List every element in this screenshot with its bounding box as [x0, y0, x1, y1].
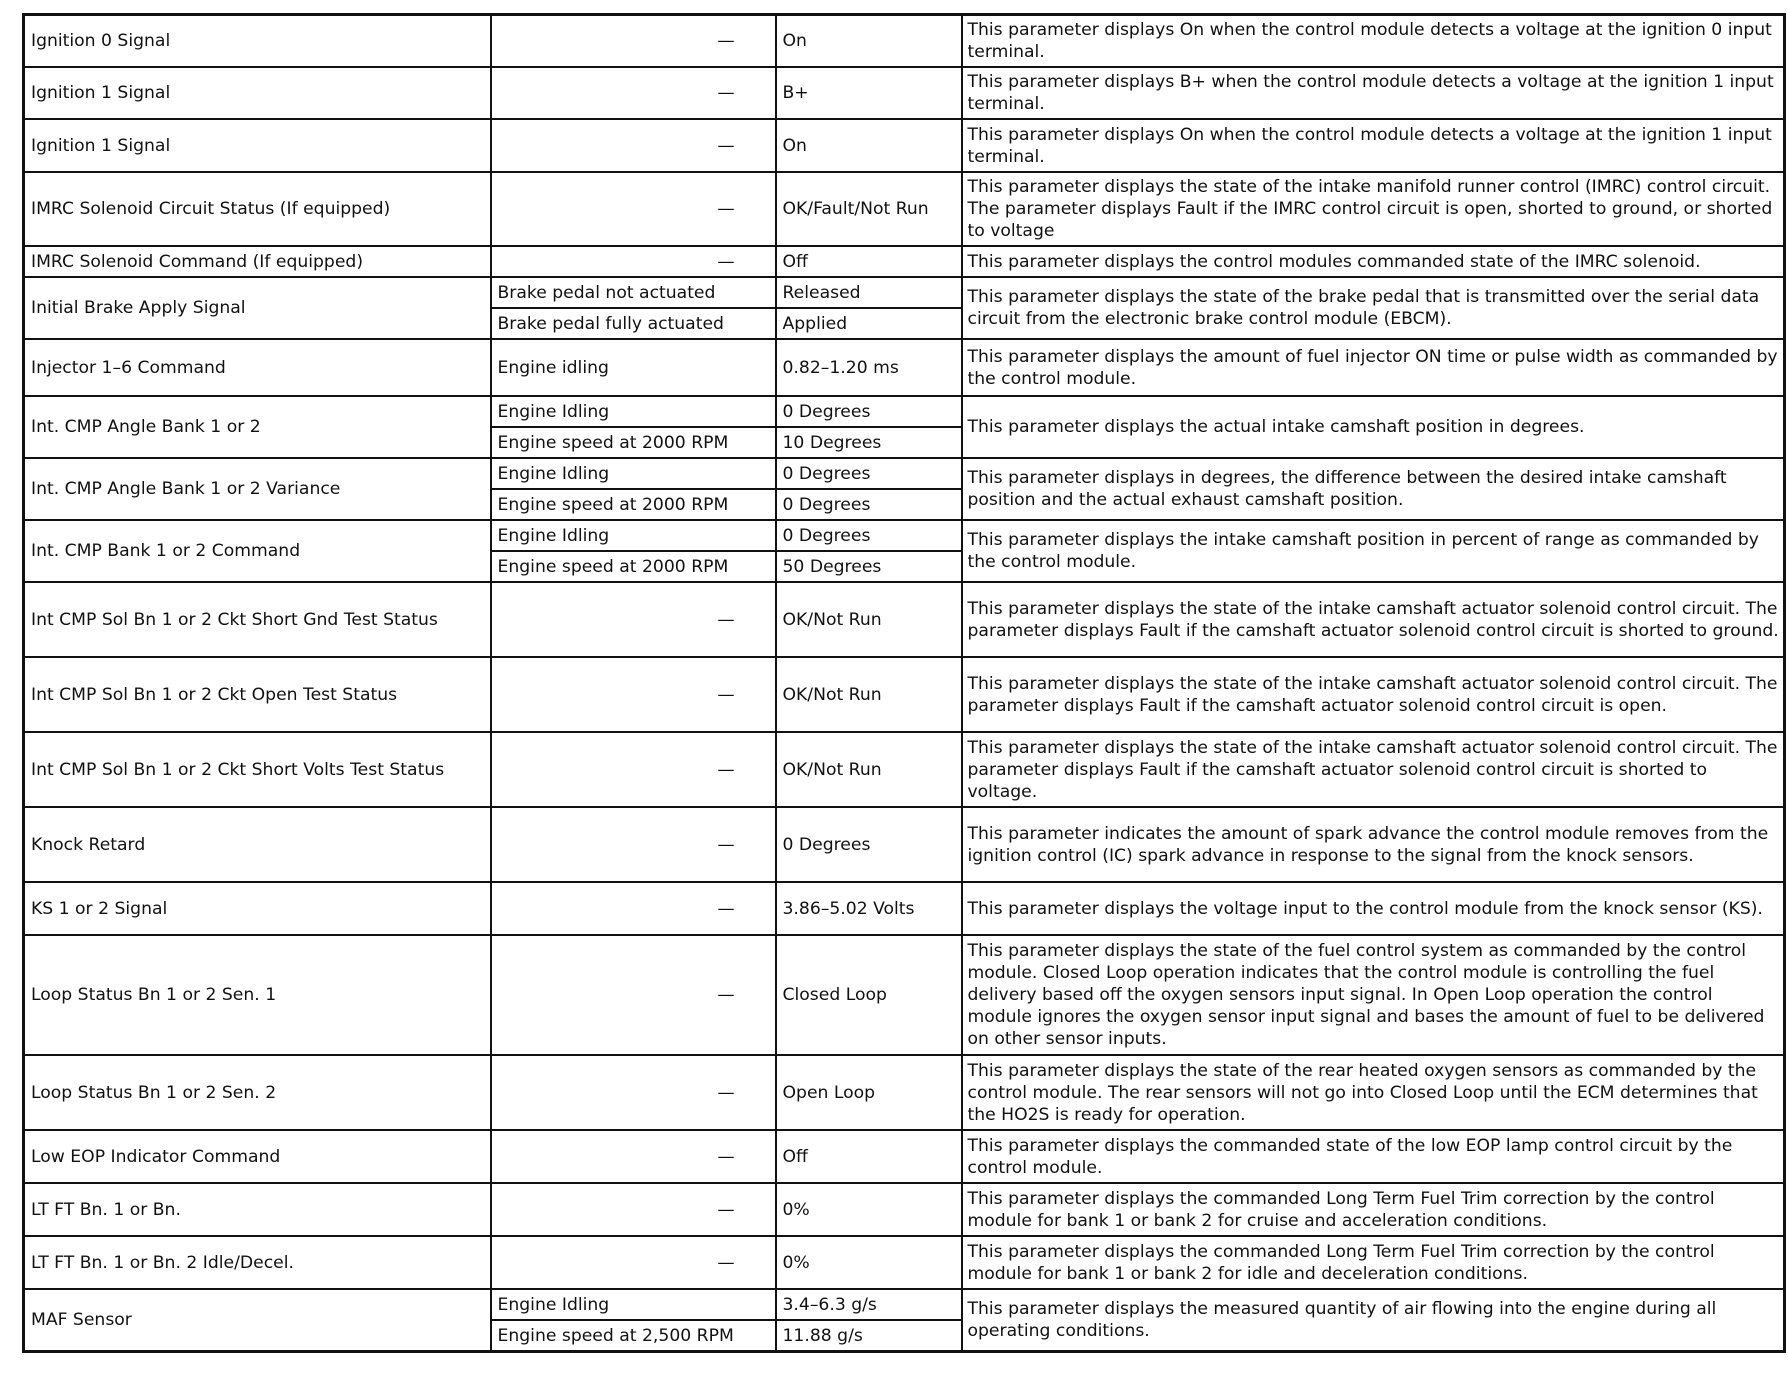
description-cell: This parameter displays On when the control module detects a voltage at the ignition 1 input terminal.: [962, 119, 1785, 172]
condition-cell: —: [491, 172, 776, 246]
table-row: [24, 458, 1785, 489]
condition-cell: —: [491, 67, 776, 119]
parameter-name-cell: Injector 1–6 Command: [24, 339, 491, 396]
condition-cell: —: [491, 807, 776, 882]
parameter-name-cell: Int CMP Sol Bn 1 or 2 Ckt Short Gnd Test Status: [24, 582, 491, 657]
table-row: [24, 1236, 1785, 1289]
table-row: [24, 15, 1785, 68]
typical-value-cell: Applied: [776, 308, 962, 339]
description-cell: This parameter displays the state of the fuel control system as commanded by the control module. Closed Loop operation indicates that the control module is controlling the fuel delivery based off the oxygen sensors input signal. In Open Loop operation the control module ignores the oxygen sensor input signal and bases the amount of fuel to be delivered on other sensor inputs.: [962, 935, 1785, 1055]
description-cell: This parameter displays the state of the intake camshaft actuator solenoid control circuit. The parameter displays Fault if the camshaft actuator solenoid control circuit is open.: [962, 657, 1785, 732]
description-cell: This parameter displays the state of the rear heated oxygen sensors as commanded by the control module. The rear sensors will not go into Closed Loop until the ECM determines that the HO2S is ready for operation.: [962, 1055, 1785, 1130]
table-row: [24, 67, 1785, 119]
parameter-name-cell: Low EOP Indicator Command: [24, 1130, 491, 1183]
condition-cell: —: [491, 935, 776, 1055]
parameter-name-cell: Int. CMP Angle Bank 1 or 2: [24, 396, 491, 458]
condition-cell: Brake pedal not actuated: [491, 277, 776, 308]
table-row: [24, 732, 1785, 807]
typical-value-cell: 0 Degrees: [776, 396, 962, 427]
description-cell: This parameter displays the commanded Long Term Fuel Trim correction by the control module for bank 1 or bank 2 for idle and deceleration conditions.: [962, 1236, 1785, 1289]
typical-value-cell: OK/Not Run: [776, 657, 962, 732]
description-cell: This parameter displays the control modules commanded state of the IMRC solenoid.: [962, 246, 1785, 277]
condition-cell: Engine Idling: [491, 396, 776, 427]
typical-value-cell: 0 Degrees: [776, 458, 962, 489]
parameter-name-cell: Loop Status Bn 1 or 2 Sen. 1: [24, 935, 491, 1055]
typical-value-cell: OK/Not Run: [776, 582, 962, 657]
table-row: [24, 277, 1785, 308]
parameter-name-cell: Knock Retard: [24, 807, 491, 882]
parameter-name-cell: Int CMP Sol Bn 1 or 2 Ckt Open Test Status: [24, 657, 491, 732]
table-body: [24, 15, 1785, 1352]
parameter-name-cell: IMRC Solenoid Circuit Status (If equipped): [24, 172, 491, 246]
condition-cell: —: [491, 582, 776, 657]
parameter-name-cell: Ignition 1 Signal: [24, 119, 491, 172]
condition-cell: Brake pedal fully actuated: [491, 308, 776, 339]
table-row: [24, 657, 1785, 732]
parameter-name-cell: LT FT Bn. 1 or Bn.: [24, 1183, 491, 1236]
table-row: [24, 1130, 1785, 1183]
condition-cell: —: [491, 882, 776, 935]
description-cell: This parameter displays the state of the intake camshaft actuator solenoid control circuit. The parameter displays Fault if the camshaft actuator solenoid control circuit is shorted to voltage.: [962, 732, 1785, 807]
table-row: [24, 807, 1785, 882]
description-cell: This parameter displays On when the control module detects a voltage at the ignition 0 input terminal.: [962, 15, 1785, 68]
typical-value-cell: 3.4–6.3 g/s: [776, 1289, 962, 1320]
typical-value-cell: Off: [776, 1130, 962, 1183]
typical-value-cell: B+: [776, 67, 962, 119]
table-row: [24, 935, 1785, 1055]
typical-value-cell: Released: [776, 277, 962, 308]
condition-cell: —: [491, 246, 776, 277]
typical-value-cell: 0%: [776, 1236, 962, 1289]
description-cell: This parameter displays in degrees, the difference between the desired intake camshaft position and the actual exhaust camshaft position.: [962, 458, 1785, 520]
condition-cell: —: [491, 15, 776, 68]
parameter-name-cell: Int. CMP Angle Bank 1 or 2 Variance: [24, 458, 491, 520]
condition-cell: —: [491, 657, 776, 732]
table-row: [24, 520, 1785, 551]
parameter-name-cell: MAF Sensor: [24, 1289, 491, 1352]
typical-value-cell: 50 Degrees: [776, 551, 962, 582]
description-cell: This parameter displays the state of the intake camshaft actuator solenoid control circuit. The parameter displays Fault if the camshaft actuator solenoid control circuit is shorted to ground.: [962, 582, 1785, 657]
description-cell: This parameter displays the actual intake camshaft position in degrees.: [962, 396, 1785, 458]
typical-value-cell: 3.86–5.02 Volts: [776, 882, 962, 935]
typical-value-cell: On: [776, 15, 962, 68]
table-row: [24, 582, 1785, 657]
condition-cell: Engine Idling: [491, 458, 776, 489]
typical-value-cell: 0 Degrees: [776, 807, 962, 882]
table-row: [24, 119, 1785, 172]
typical-value-cell: OK/Not Run: [776, 732, 962, 807]
condition-cell: —: [491, 1236, 776, 1289]
condition-cell: Engine speed at 2000 RPM: [491, 551, 776, 582]
description-cell: This parameter displays the state of the intake manifold runner control (IMRC) control circuit. The parameter displays Fault if the IMRC control circuit is open, shorted to ground, or shorted to voltage: [962, 172, 1785, 246]
description-cell: This parameter displays the voltage input to the control module from the knock sensor (KS).: [962, 882, 1785, 935]
description-cell: This parameter displays the state of the brake pedal that is transmitted over the serial data circuit from the electronic brake control module (EBCM).: [962, 277, 1785, 339]
parameter-name-cell: Int. CMP Bank 1 or 2 Command: [24, 520, 491, 582]
table-row: [24, 246, 1785, 277]
condition-cell: Engine speed at 2000 RPM: [491, 427, 776, 458]
typical-value-cell: 11.88 g/s: [776, 1320, 962, 1352]
table-row: [24, 882, 1785, 935]
condition-cell: Engine Idling: [491, 520, 776, 551]
typical-value-cell: 10 Degrees: [776, 427, 962, 458]
table-row: [24, 1183, 1785, 1236]
typical-value-cell: 0.82–1.20 ms: [776, 339, 962, 396]
typical-value-cell: On: [776, 119, 962, 172]
table-row: [24, 396, 1785, 427]
description-cell: This parameter displays the measured quantity of air flowing into the engine during all operating conditions.: [962, 1289, 1785, 1352]
parameter-name-cell: Initial Brake Apply Signal: [24, 277, 491, 339]
description-cell: This parameter displays the intake camshaft position in percent of range as commanded by the control module.: [962, 520, 1785, 582]
condition-cell: —: [491, 119, 776, 172]
parameter-name-cell: KS 1 or 2 Signal: [24, 882, 491, 935]
condition-cell: Engine speed at 2000 RPM: [491, 489, 776, 520]
typical-value-cell: 0 Degrees: [776, 489, 962, 520]
parameter-name-cell: Ignition 1 Signal: [24, 67, 491, 119]
condition-cell: Engine speed at 2,500 RPM: [491, 1320, 776, 1352]
table-row: [24, 1055, 1785, 1130]
description-cell: This parameter displays B+ when the control module detects a voltage at the ignition 1 input terminal.: [962, 67, 1785, 119]
table-row: [24, 339, 1785, 396]
table-row: [24, 1289, 1785, 1320]
parameter-name-cell: Ignition 0 Signal: [24, 15, 491, 68]
typical-value-cell: 0 Degrees: [776, 520, 962, 551]
scan-tool-data-table: [22, 13, 1786, 1353]
parameter-name-cell: Int CMP Sol Bn 1 or 2 Ckt Short Volts Test Status: [24, 732, 491, 807]
description-cell: This parameter displays the amount of fuel injector ON time or pulse width as commanded by the control module.: [962, 339, 1785, 396]
condition-cell: Engine idling: [491, 339, 776, 396]
condition-cell: Engine Idling: [491, 1289, 776, 1320]
condition-cell: —: [491, 1055, 776, 1130]
description-cell: This parameter indicates the amount of spark advance the control module removes from the ignition control (IC) spark advance in response to the signal from the knock sensors.: [962, 807, 1785, 882]
typical-value-cell: 0%: [776, 1183, 962, 1236]
typical-value-cell: Open Loop: [776, 1055, 962, 1130]
typical-value-cell: Off: [776, 246, 962, 277]
typical-value-cell: Closed Loop: [776, 935, 962, 1055]
parameter-name-cell: LT FT Bn. 1 or Bn. 2 Idle/Decel.: [24, 1236, 491, 1289]
condition-cell: —: [491, 1183, 776, 1236]
table-row: [24, 172, 1785, 246]
parameter-name-cell: IMRC Solenoid Command (If equipped): [24, 246, 491, 277]
description-cell: This parameter displays the commanded Long Term Fuel Trim correction by the control module for bank 1 or bank 2 for cruise and acceleration conditions.: [962, 1183, 1785, 1236]
condition-cell: —: [491, 732, 776, 807]
condition-cell: —: [491, 1130, 776, 1183]
parameter-name-cell: Loop Status Bn 1 or 2 Sen. 2: [24, 1055, 491, 1130]
typical-value-cell: OK/Fault/Not Run: [776, 172, 962, 246]
description-cell: This parameter displays the commanded state of the low EOP lamp control circuit by the control module.: [962, 1130, 1785, 1183]
